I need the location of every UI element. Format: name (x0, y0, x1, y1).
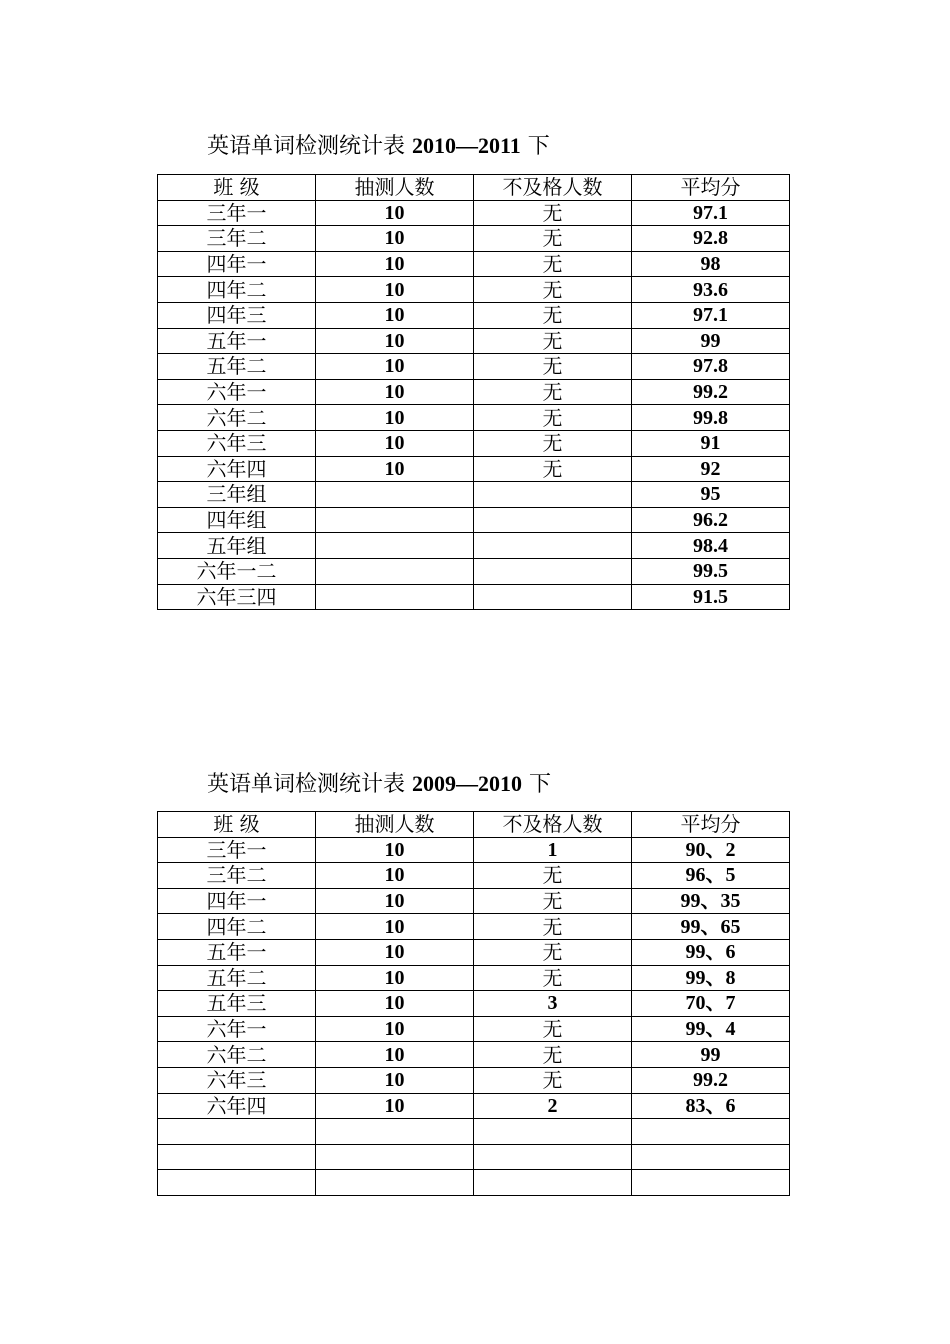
average-score-cell: 96、5 (632, 863, 790, 889)
tested-count-cell: 10 (316, 277, 474, 303)
tested-count-cell: 10 (316, 430, 474, 456)
column-header: 不及格人数 (474, 175, 632, 201)
column-header: 平均分 (632, 812, 790, 838)
average-score-cell: 92.8 (632, 226, 790, 252)
tested-count-cell: 10 (316, 914, 474, 940)
average-score-cell: 98 (632, 251, 790, 277)
average-score-cell: 97.8 (632, 354, 790, 380)
tested-count-cell (316, 558, 474, 584)
class-cell: 六年一 (158, 1016, 316, 1042)
failed-count-cell: 无 (474, 430, 632, 456)
tested-count-cell: 10 (316, 1042, 474, 1068)
header-row (158, 812, 790, 838)
failed-count-cell (474, 1144, 632, 1170)
table-row (158, 863, 790, 889)
table-row (158, 302, 790, 328)
table-row (158, 430, 790, 456)
table-row (158, 405, 790, 431)
class-cell: 五年一 (158, 939, 316, 965)
average-score-cell: 99.8 (632, 405, 790, 431)
tested-count-cell: 10 (316, 251, 474, 277)
failed-count-cell: 无 (474, 354, 632, 380)
table-row (158, 328, 790, 354)
failed-count-cell (474, 1119, 632, 1145)
average-score-cell (632, 1119, 790, 1145)
class-cell: 六年一二 (158, 558, 316, 584)
class-cell (158, 1119, 316, 1145)
stats-table-2010-2011 (157, 174, 790, 610)
tested-count-cell: 10 (316, 965, 474, 991)
failed-count-cell: 2 (474, 1093, 632, 1119)
tested-count-cell: 10 (316, 302, 474, 328)
tested-count-cell: 10 (316, 379, 474, 405)
title-suffix: 下 (520, 134, 550, 159)
average-score-cell: 99、4 (632, 1016, 790, 1042)
average-score-cell (632, 1144, 790, 1170)
average-score-cell: 98.4 (632, 533, 790, 559)
failed-count-cell: 无 (474, 863, 632, 889)
failed-count-cell: 1 (474, 837, 632, 863)
class-cell (158, 1144, 316, 1170)
class-cell: 四年组 (158, 507, 316, 533)
tested-count-cell: 10 (316, 354, 474, 380)
tested-count-cell: 10 (316, 1067, 474, 1093)
failed-count-cell: 无 (474, 302, 632, 328)
failed-count-cell (474, 558, 632, 584)
class-cell: 五年组 (158, 533, 316, 559)
average-score-cell (632, 1170, 790, 1196)
table-row (158, 991, 790, 1017)
average-score-cell: 91.5 (632, 584, 790, 610)
failed-count-cell: 无 (474, 200, 632, 226)
tested-count-cell: 10 (316, 200, 474, 226)
average-score-cell: 99.5 (632, 558, 790, 584)
tested-count-cell (316, 1144, 474, 1170)
table-row (158, 200, 790, 226)
failed-count-cell: 无 (474, 965, 632, 991)
title-text: 英语单词检测统计表 (207, 134, 412, 159)
class-cell: 三年一 (158, 837, 316, 863)
table-row (158, 379, 790, 405)
title-suffix: 下 (522, 772, 551, 797)
class-cell: 三年组 (158, 482, 316, 508)
class-cell: 四年二 (158, 277, 316, 303)
table-row (158, 558, 790, 584)
average-score-cell: 96.2 (632, 507, 790, 533)
average-score-cell: 99 (632, 1042, 790, 1068)
table-row (158, 1170, 790, 1196)
failed-count-cell: 无 (474, 456, 632, 482)
class-cell: 六年三 (158, 430, 316, 456)
failed-count-cell: 无 (474, 405, 632, 431)
average-score-cell: 83、6 (632, 1093, 790, 1119)
table-row (158, 277, 790, 303)
title-year: 2009—2010 (412, 771, 522, 796)
class-cell: 六年二 (158, 405, 316, 431)
class-cell: 六年二 (158, 1042, 316, 1068)
class-cell: 五年三 (158, 991, 316, 1017)
table-row (158, 456, 790, 482)
failed-count-cell: 无 (474, 226, 632, 252)
failed-count-cell: 无 (474, 328, 632, 354)
table-row (158, 965, 790, 991)
column-header: 平均分 (632, 175, 790, 201)
column-header: 班 级 (158, 175, 316, 201)
tested-count-cell: 10 (316, 939, 474, 965)
table-row (158, 507, 790, 533)
class-cell: 六年四 (158, 456, 316, 482)
class-cell: 四年一 (158, 251, 316, 277)
failed-count-cell (474, 584, 632, 610)
tested-count-cell: 10 (316, 1093, 474, 1119)
class-cell: 六年三 (158, 1067, 316, 1093)
table-row (158, 914, 790, 940)
failed-count-cell (474, 482, 632, 508)
failed-count-cell (474, 507, 632, 533)
tested-count-cell: 10 (316, 991, 474, 1017)
table-row (158, 533, 790, 559)
failed-count-cell: 无 (474, 1042, 632, 1068)
class-cell: 六年四 (158, 1093, 316, 1119)
average-score-cell: 99.2 (632, 379, 790, 405)
average-score-cell: 99、6 (632, 939, 790, 965)
failed-count-cell (474, 1170, 632, 1196)
column-header: 班 级 (158, 812, 316, 838)
average-score-cell: 92 (632, 456, 790, 482)
table-row (158, 354, 790, 380)
tested-count-cell: 10 (316, 456, 474, 482)
failed-count-cell: 无 (474, 939, 632, 965)
average-score-cell: 99 (632, 328, 790, 354)
table-row (158, 1016, 790, 1042)
class-cell: 三年二 (158, 863, 316, 889)
column-header: 抽测人数 (316, 175, 474, 201)
failed-count-cell: 无 (474, 914, 632, 940)
tested-count-cell (316, 482, 474, 508)
table-row (158, 482, 790, 508)
title-text: 英语单词检测统计表 (207, 772, 412, 797)
table-row (158, 939, 790, 965)
failed-count-cell: 无 (474, 888, 632, 914)
table-row (158, 226, 790, 252)
class-cell: 四年三 (158, 302, 316, 328)
average-score-cell: 99、65 (632, 914, 790, 940)
table-row (158, 1093, 790, 1119)
tested-count-cell (316, 1170, 474, 1196)
table-row (158, 1042, 790, 1068)
class-cell: 五年二 (158, 354, 316, 380)
table-title-2009-2010 (207, 771, 551, 798)
average-score-cell: 93.6 (632, 277, 790, 303)
title-year: 2010—2011 (412, 133, 521, 158)
class-cell: 四年二 (158, 914, 316, 940)
average-score-cell: 90、2 (632, 837, 790, 863)
header-row (158, 175, 790, 201)
failed-count-cell: 无 (474, 1016, 632, 1042)
tested-count-cell: 10 (316, 888, 474, 914)
failed-count-cell: 无 (474, 379, 632, 405)
table-row (158, 251, 790, 277)
column-header: 不及格人数 (474, 812, 632, 838)
tested-count-cell (316, 1119, 474, 1145)
tested-count-cell: 10 (316, 226, 474, 252)
failed-count-cell (474, 533, 632, 559)
failed-count-cell: 无 (474, 1067, 632, 1093)
failed-count-cell: 3 (474, 991, 632, 1017)
column-header: 抽测人数 (316, 812, 474, 838)
average-score-cell: 97.1 (632, 302, 790, 328)
failed-count-cell: 无 (474, 277, 632, 303)
table-row (158, 888, 790, 914)
class-cell: 六年三四 (158, 584, 316, 610)
table-title-2010-2011 (207, 133, 550, 160)
average-score-cell: 99、35 (632, 888, 790, 914)
table-row (158, 1119, 790, 1145)
average-score-cell: 99.2 (632, 1067, 790, 1093)
average-score-cell: 95 (632, 482, 790, 508)
tested-count-cell (316, 584, 474, 610)
average-score-cell: 91 (632, 430, 790, 456)
class-cell (158, 1170, 316, 1196)
class-cell: 三年一 (158, 200, 316, 226)
failed-count-cell: 无 (474, 251, 632, 277)
table-row (158, 1144, 790, 1170)
class-cell: 三年二 (158, 226, 316, 252)
average-score-cell: 99、8 (632, 965, 790, 991)
tested-count-cell: 10 (316, 405, 474, 431)
class-cell: 六年一 (158, 379, 316, 405)
table-row (158, 837, 790, 863)
tested-count-cell: 10 (316, 863, 474, 889)
average-score-cell: 70、7 (632, 991, 790, 1017)
table-row (158, 584, 790, 610)
stats-table-2009-2010 (157, 811, 790, 1196)
tested-count-cell (316, 507, 474, 533)
class-cell: 四年一 (158, 888, 316, 914)
class-cell: 五年一 (158, 328, 316, 354)
class-cell: 五年二 (158, 965, 316, 991)
tested-count-cell: 10 (316, 328, 474, 354)
average-score-cell: 97.1 (632, 200, 790, 226)
tested-count-cell (316, 533, 474, 559)
table-row (158, 1067, 790, 1093)
tested-count-cell: 10 (316, 837, 474, 863)
tested-count-cell: 10 (316, 1016, 474, 1042)
